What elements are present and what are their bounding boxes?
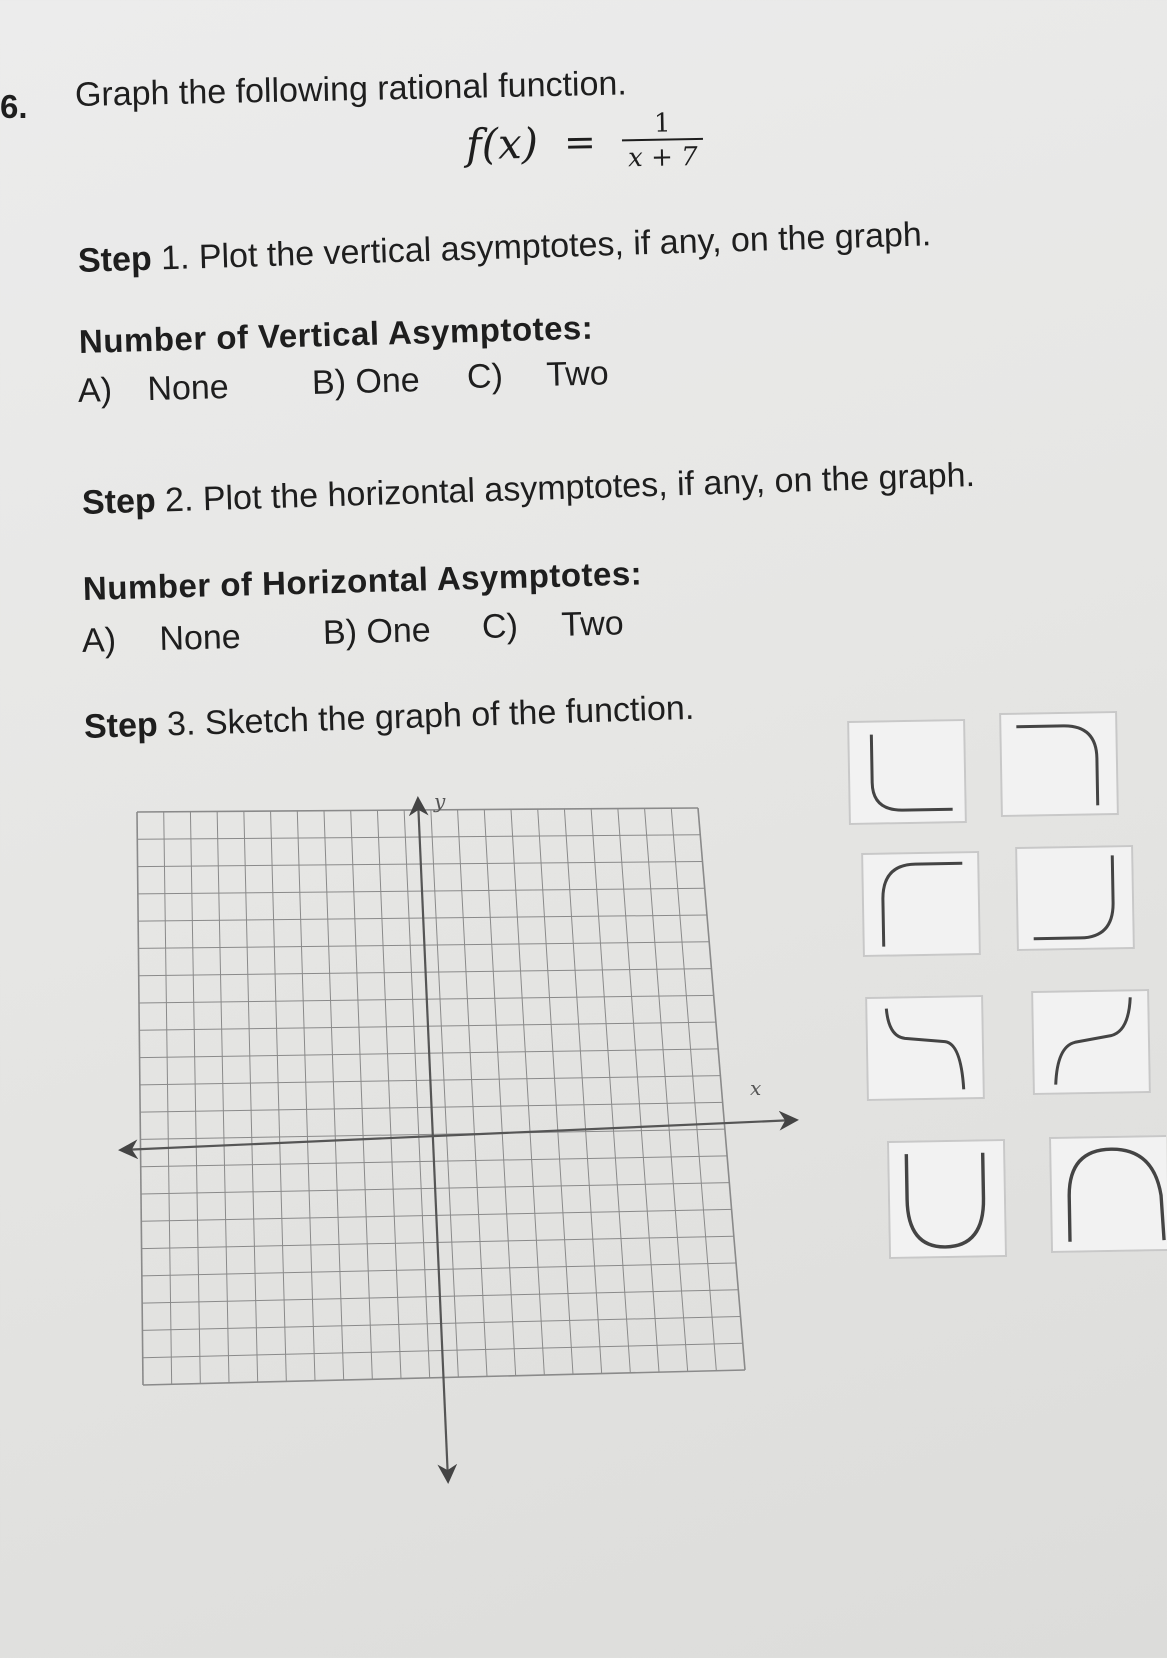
grid-vline: [645, 808, 688, 1371]
step2-instruction: [81, 456, 975, 523]
formula-equals: =: [563, 119, 597, 165]
grid-vline: [377, 810, 401, 1378]
x-axis: [122, 1120, 795, 1150]
horizontal-option-b[interactable]: [322, 611, 431, 653]
option-text: None: [146, 368, 230, 409]
grid-vline: [164, 812, 172, 1384]
option-letter: C): [481, 607, 519, 646]
horizontal-asymptote-question: Number of Horizontal Asymptotes:: [82, 554, 643, 607]
curve-tool-4[interactable]: [1015, 845, 1135, 951]
grid-vline: [431, 810, 458, 1377]
grid-vline: [217, 811, 229, 1382]
grid-vline: [351, 810, 373, 1379]
option-text: Two: [545, 354, 610, 394]
step3-instruction: [83, 689, 694, 747]
step1-label: Step: [77, 239, 153, 280]
curve-s-down-icon: [867, 997, 983, 1099]
x-axis-label: x: [750, 1076, 762, 1100]
step1-instruction: [77, 215, 931, 281]
step1-text: 1. Plot the vertical asymptotes, if any, on the graph.: [160, 215, 932, 278]
grid-vline: [511, 809, 544, 1375]
curve-u-shape-icon: [889, 1141, 1005, 1257]
grid-vline: [324, 811, 344, 1380]
option-text: One: [365, 611, 432, 651]
grid-vline: [671, 808, 716, 1371]
function-formula: [465, 108, 703, 176]
grid-vline: [271, 811, 287, 1381]
curve-cap-shape-icon: [1051, 1137, 1167, 1251]
curve-tool-6[interactable]: [1031, 989, 1151, 1095]
graph-canvas[interactable]: [100, 790, 800, 1490]
curve-top-right-icon: [1001, 713, 1117, 815]
option-letter: B): [311, 363, 347, 402]
vertical-option-b[interactable]: [311, 361, 420, 403]
question-number: 6.: [0, 88, 28, 125]
grid-vline: [297, 811, 315, 1381]
option-text: Two: [560, 604, 625, 644]
curve-tool-8[interactable]: [1049, 1135, 1167, 1253]
option-text: None: [158, 617, 242, 658]
grid-vline: [564, 809, 601, 1374]
grid-vline: [538, 809, 573, 1374]
curve-bottom-right-icon: [1017, 847, 1133, 949]
curve-tool-2[interactable]: [999, 711, 1119, 817]
option-text: One: [354, 361, 421, 401]
curve-tool-1[interactable]: [847, 719, 967, 825]
option-letter: A): [77, 371, 113, 410]
curve-tool-7[interactable]: [887, 1139, 1007, 1259]
formula-lhs: f(x): [465, 118, 539, 169]
option-letter: A): [81, 621, 117, 660]
y-axis-label: y: [434, 790, 446, 813]
curve-tool-3[interactable]: [861, 851, 981, 957]
grid-vline: [698, 808, 745, 1370]
grid-vline: [244, 811, 258, 1382]
option-letter: C): [466, 357, 504, 396]
curve-bottom-left-icon: [849, 721, 965, 823]
grid-vline: [190, 812, 200, 1384]
vertical-option-c[interactable]: [466, 354, 609, 397]
step3-text: 3. Sketch the graph of the function.: [166, 688, 695, 744]
curve-tool-5[interactable]: [865, 995, 985, 1101]
option-letter: B): [322, 613, 358, 652]
vertical-option-a[interactable]: [77, 368, 229, 411]
step2-text: 2. Plot the horizontal asymptotes, if any, on the graph.: [164, 455, 976, 520]
formula-fraction: [621, 108, 704, 173]
question-prompt: Graph the following rational function.: [74, 64, 628, 114]
horizontal-option-c[interactable]: [481, 604, 624, 647]
formula-denominator: x + 7: [622, 138, 704, 173]
vertical-asymptote-question: Number of Vertical Asymptotes:: [78, 308, 594, 360]
curve-top-left-icon: [863, 853, 979, 955]
grid-vline: [458, 810, 487, 1377]
grid-vline: [404, 810, 430, 1378]
step3-label: Step: [83, 705, 159, 746]
step2-label: Step: [81, 481, 157, 522]
horizontal-option-a[interactable]: [81, 618, 241, 661]
grid-vline: [484, 810, 515, 1376]
formula-numerator: 1: [653, 108, 671, 139]
curve-s-up-icon: [1033, 991, 1149, 1093]
grid-vline: [137, 812, 143, 1385]
